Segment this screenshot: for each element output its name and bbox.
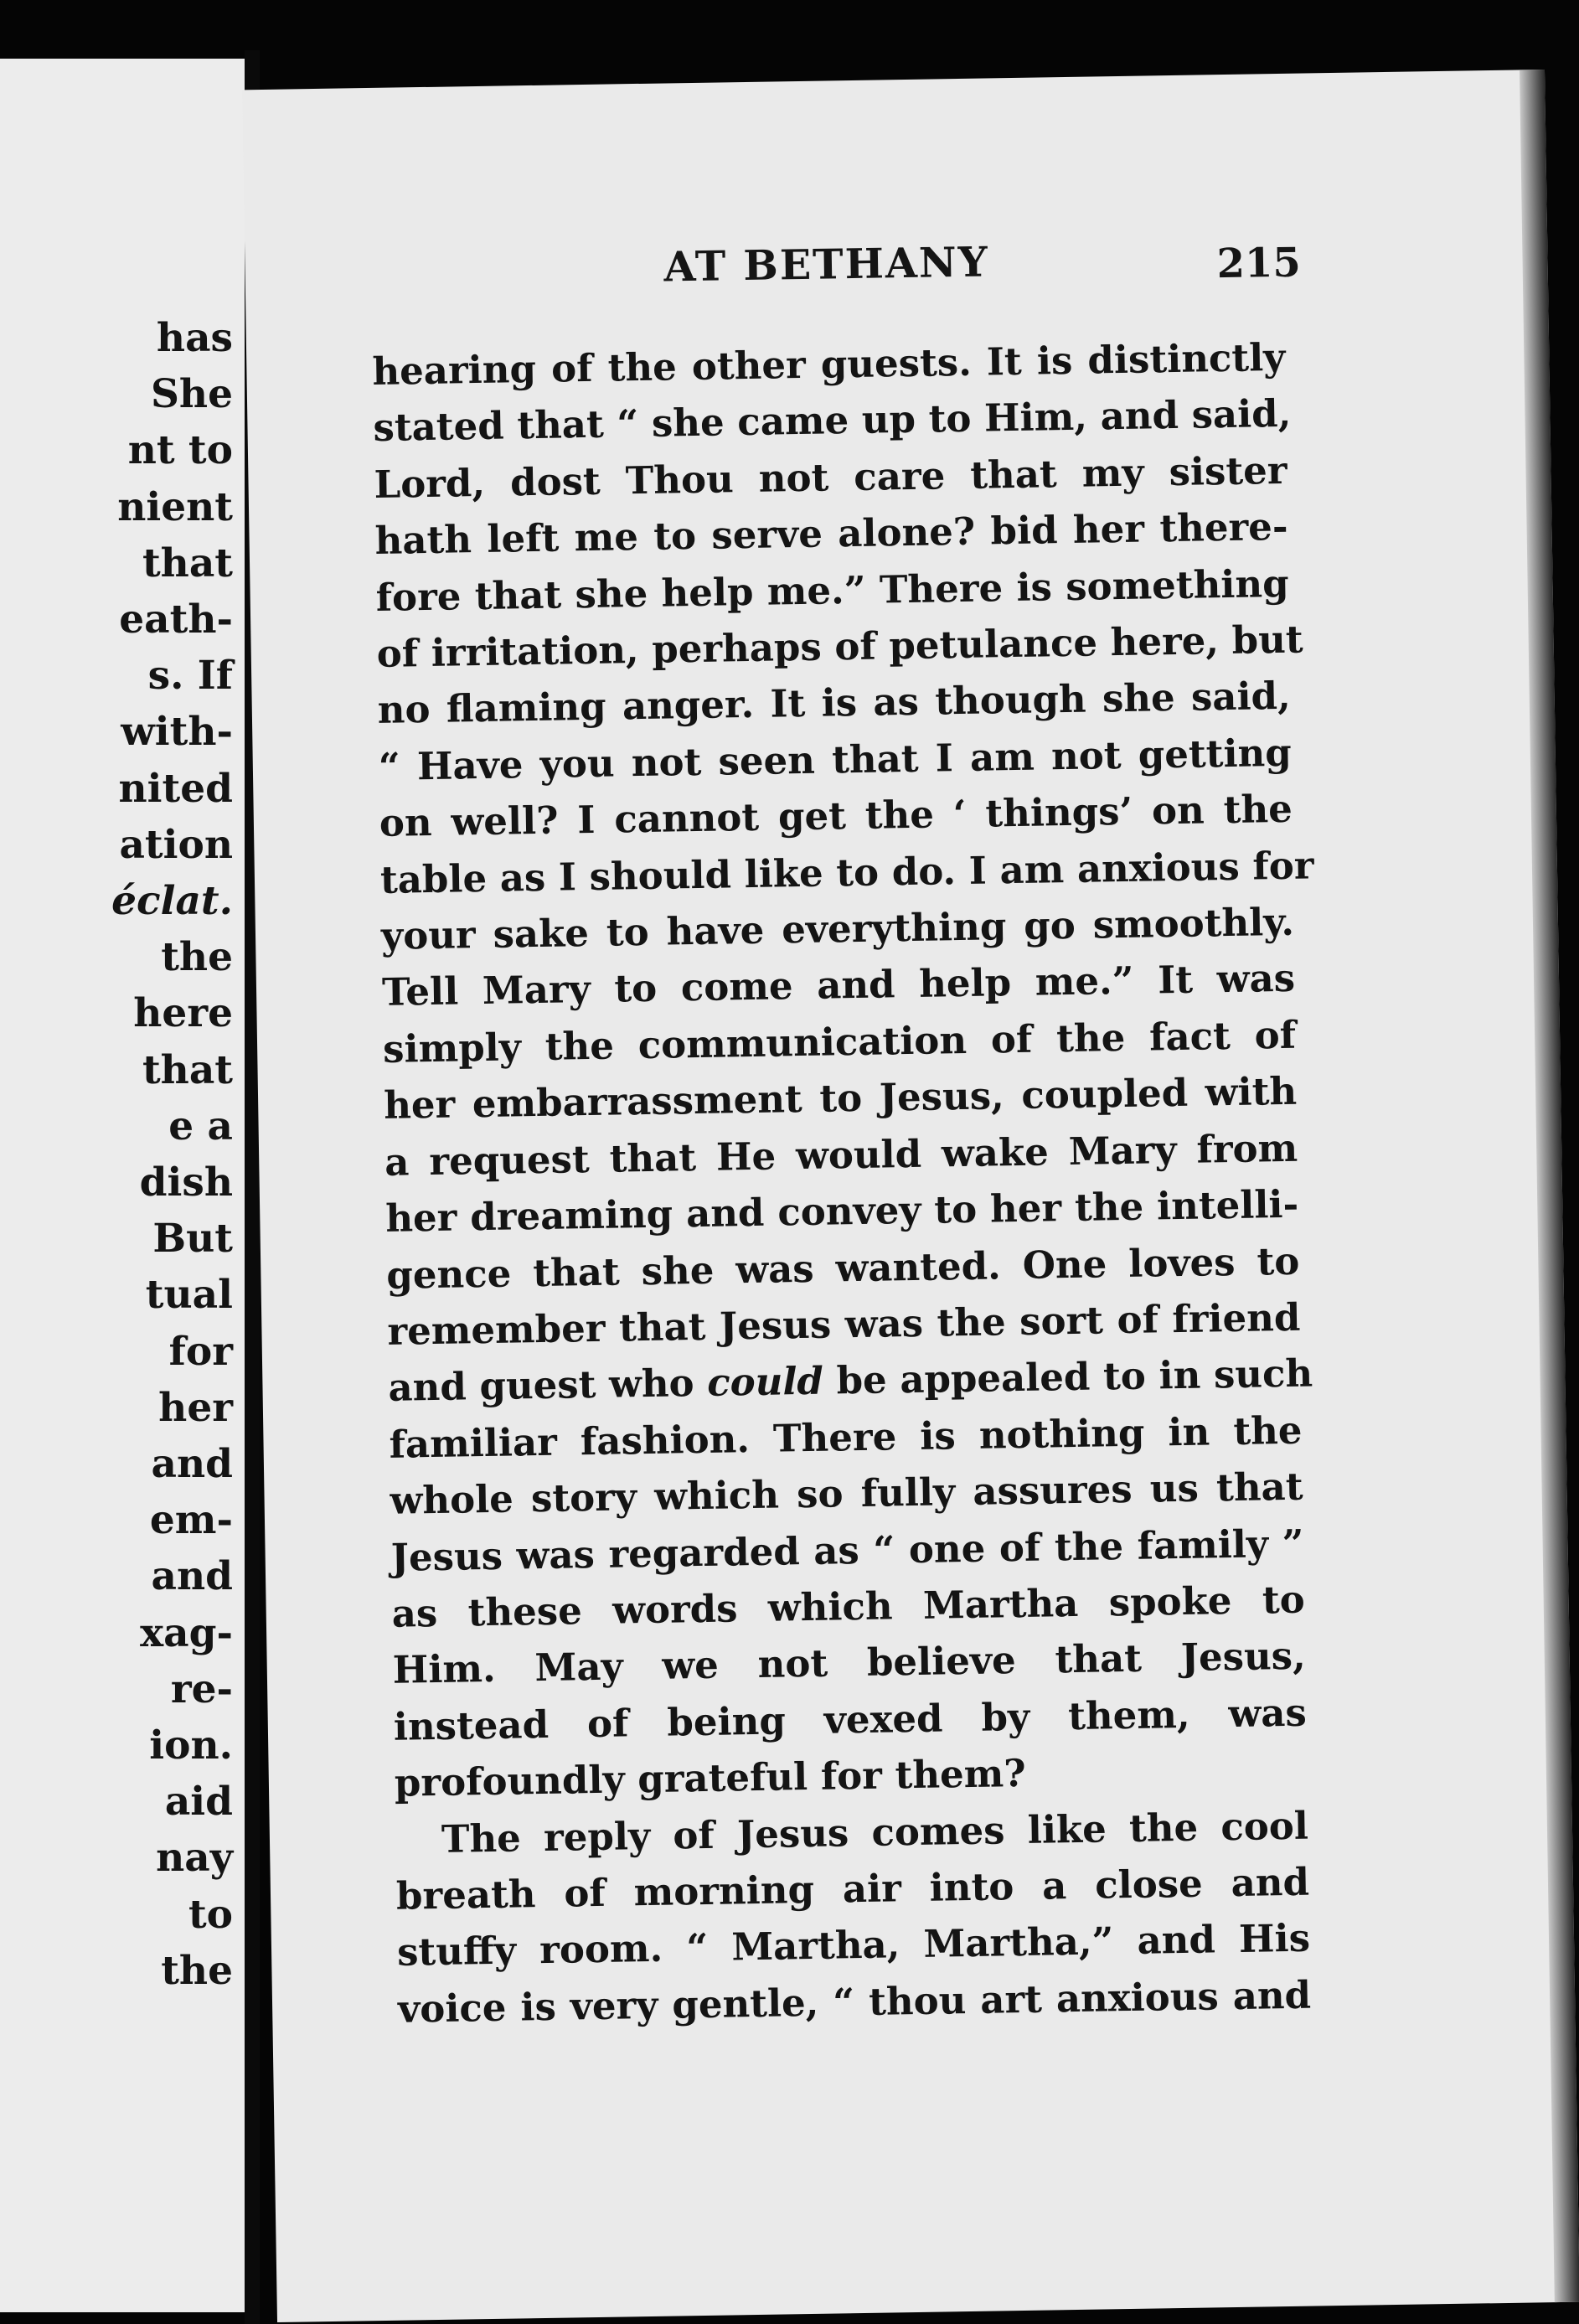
facing-page-fragment: tual	[145, 1272, 233, 1319]
facing-page-fragment: em-	[149, 1497, 233, 1544]
facing-page-fragment: éclat.	[111, 878, 233, 925]
facing-page-fragment: for	[168, 1328, 233, 1375]
text-segment: be appealed to in such	[823, 1351, 1313, 1403]
facing-page-fragment: xag-	[140, 1609, 233, 1656]
text-line: a request that He would wake Mary from	[384, 1125, 1298, 1185]
facing-page-fragment: nt to	[127, 427, 233, 474]
text-line: of irritation, perhaps of petulance here, but	[376, 617, 1304, 676]
facing-page-fragment: nient	[117, 483, 233, 530]
text-line: as these words which Martha spoke to	[391, 1577, 1306, 1636]
text-line: profoundly grateful for them?	[394, 1751, 1027, 1805]
facing-page-fragment: the	[161, 1947, 233, 1994]
facing-page-line-fragments	[111, 310, 233, 1999]
facing-page-fragment: nay	[156, 1835, 233, 1882]
text-line: her dreaming and convey to her the intelli-	[384, 1181, 1299, 1241]
text-line: her embarrassment to Jesus, coupled with	[383, 1069, 1298, 1128]
facing-page-fragment: eath-	[119, 596, 233, 643]
text-line: breath of morning air into a close and	[395, 1859, 1310, 1919]
text-line: table as I should like to do. I am anxious for	[379, 843, 1314, 902]
text-line: “ Have you not seen that I am not getting	[378, 730, 1293, 789]
text-line: The reply of Jesus comes like the cool	[441, 1803, 1309, 1862]
facing-page-fragment: s. If	[147, 653, 233, 700]
page-edge-shadow	[1520, 70, 1579, 2302]
facing-page-fragment: re-	[170, 1666, 233, 1712]
running-head	[245, 229, 1548, 307]
facing-page-fragment: But	[152, 1216, 233, 1263]
text-line: hearing of the other guests. It is distinctly	[372, 334, 1286, 394]
facing-page-fragment: her	[158, 1384, 233, 1431]
facing-page-fragment: dish	[139, 1159, 233, 1206]
text-line: instead of being vexed by them, was	[393, 1690, 1308, 1749]
text-line: gence that she was wanted. One loves to	[385, 1238, 1300, 1298]
text-line: Lord, dost Thou not care that my sister	[374, 447, 1287, 507]
body-text	[372, 329, 1312, 2037]
facing-page-fragment: e a	[168, 1103, 233, 1149]
text-line: Him. May we not believe that Jesus,	[392, 1634, 1307, 1693]
book-page	[242, 70, 1579, 2322]
facing-page-fragment: ation	[119, 821, 233, 868]
text-line: voice is very gentle, “ thou art anxious and	[397, 1972, 1312, 2032]
facing-page-fragment: to	[188, 1891, 233, 1938]
facing-page-fragment: She	[150, 371, 233, 418]
text-line: on well? I cannot get the ‘ things’ on the	[379, 787, 1293, 846]
facing-page-fragment: and	[151, 1553, 233, 1600]
facing-page-fragment: here	[133, 990, 233, 1037]
facing-page-left	[0, 59, 245, 2312]
text-line: remember that Jesus was the sort of friend	[387, 1294, 1301, 1354]
paragraph-2	[395, 1797, 1311, 2037]
facing-page-fragment: has	[156, 315, 233, 361]
facing-page-fragment: aid	[164, 1779, 233, 1826]
facing-page-fragment: that	[142, 540, 233, 586]
text-line: hath left me to serve alone? bid her there-	[374, 504, 1288, 564]
text-segment: and guest who	[388, 1361, 708, 1411]
text-line: whole story which so fully assures us that	[390, 1464, 1303, 1523]
facing-page-fragment: that	[142, 1046, 233, 1093]
facing-page-fragment: nited	[118, 765, 233, 812]
text-line: Tell Mary to come and help me.” It was	[381, 956, 1296, 1015]
facing-page-fragment: with-	[121, 709, 233, 756]
page-number: 215	[1216, 239, 1302, 288]
emphasized-word: could	[706, 1358, 824, 1406]
text-line: no flaming anger. It is as though she said,	[377, 674, 1292, 733]
text-line: simply the communication of the fact of	[382, 1012, 1297, 1072]
text-line: fore that she help me.” There is something	[375, 560, 1289, 620]
text-line: familiar fashion. There is nothing in the	[389, 1407, 1303, 1467]
text-line: stated that “ she came up to Him, and said,	[373, 391, 1292, 451]
facing-page-fragment: the	[161, 934, 233, 981]
facing-page-fragment: and	[151, 1441, 233, 1488]
facing-page-fragment: ion.	[149, 1722, 233, 1769]
text-line: your sake to have everything go smoothly.	[380, 899, 1295, 958]
running-title: AT BETHANY	[663, 237, 990, 292]
text-line: Jesus was regarded as “ one of the family ”	[390, 1521, 1304, 1580]
text-line: stuffy room. “ Martha, Martha,” and His	[396, 1916, 1311, 1975]
paragraph-1	[372, 329, 1314, 1811]
